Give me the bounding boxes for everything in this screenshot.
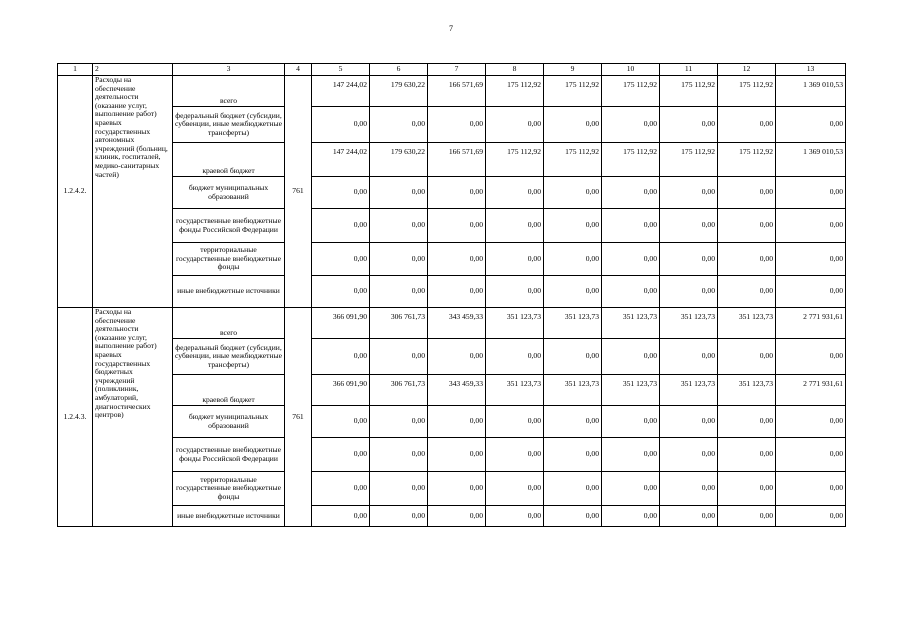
value-cell: 2 771 931,61 [776,375,846,406]
value-cell: 366 091,90 [312,375,370,406]
value-cell: 0,00 [544,209,602,243]
header-cell: 10 [602,64,660,76]
table-row [58,506,846,527]
value-cell: 0,00 [718,243,776,276]
value-cell: 0,00 [428,243,486,276]
value-cell: 351 123,73 [718,308,776,339]
value-cell: 175 112,92 [486,76,544,107]
value-cell: 0,00 [370,177,428,209]
value-cell: 0,00 [776,339,846,375]
table-row [58,406,846,438]
value-cell: 0,00 [718,406,776,438]
value-cell: 366 091,90 [312,308,370,339]
value-cell: 0,00 [312,276,370,308]
value-cell: 0,00 [544,243,602,276]
table-row [58,375,846,406]
value-cell: 0,00 [544,107,602,143]
value-cell: 0,00 [602,406,660,438]
table-row [58,339,846,375]
value-cell: 0,00 [660,438,718,472]
funding-source: иные внебюджетные источники [173,276,285,308]
value-cell: 175 112,92 [660,143,718,177]
value-cell: 0,00 [312,177,370,209]
value-cell: 0,00 [370,339,428,375]
value-cell: 0,00 [602,276,660,308]
value-cell: 0,00 [312,243,370,276]
budget-table [57,63,846,527]
table-row [58,276,846,308]
value-cell: 0,00 [486,406,544,438]
funding-source: федеральный бюджет (субсидии, субвенции, иные межбюджетные трансферты) [173,107,285,143]
value-cell: 0,00 [660,276,718,308]
value-cell: 0,00 [486,276,544,308]
value-cell: 175 112,92 [544,76,602,107]
value-cell: 0,00 [370,243,428,276]
value-cell: 1 369 010,53 [776,76,846,107]
table-row [58,143,846,177]
header-cell: 3 [173,64,285,76]
value-cell: 175 112,92 [660,76,718,107]
value-cell: 0,00 [486,472,544,506]
value-cell: 0,00 [776,243,846,276]
value-cell: 343 459,33 [428,375,486,406]
value-cell: 0,00 [486,506,544,527]
value-cell: 0,00 [718,177,776,209]
value-cell: 147 244,02 [312,143,370,177]
funding-source: бюджет муниципальных образований [173,406,285,438]
value-cell: 0,00 [544,339,602,375]
funding-source: краевой бюджет [173,143,285,177]
funding-source: федеральный бюджет (субсидии, субвенции, иные межбюджетные трансферты) [173,339,285,375]
value-cell: 0,00 [544,506,602,527]
value-cell: 0,00 [544,276,602,308]
value-cell: 0,00 [660,107,718,143]
value-cell: 0,00 [312,472,370,506]
value-cell: 175 112,92 [602,76,660,107]
value-cell: 166 571,69 [428,76,486,107]
value-cell: 351 123,73 [544,375,602,406]
value-cell: 0,00 [486,107,544,143]
value-cell: 306 761,73 [370,308,428,339]
header-cell: 5 [312,64,370,76]
value-cell: 0,00 [312,506,370,527]
value-cell: 0,00 [776,177,846,209]
value-cell: 0,00 [602,209,660,243]
expense-description: Расходы на обеспечение деятельности (оказание услуг, выполнение работ) краевых государственных бюджетных учреждений (поликлиник, амбулаторий, диагностических центров) [93,308,173,527]
value-cell: 0,00 [602,438,660,472]
funding-source: территориальные государственные внебюджетные фонды [173,243,285,276]
value-cell: 0,00 [660,209,718,243]
funding-source: территориальные государственные внебюджетные фонды [173,472,285,506]
value-cell: 351 123,73 [718,375,776,406]
value-cell: 147 244,02 [312,76,370,107]
value-cell: 351 123,73 [544,308,602,339]
value-cell: 0,00 [718,276,776,308]
value-cell: 0,00 [544,406,602,438]
value-cell: 0,00 [428,276,486,308]
table-row [58,107,846,143]
value-cell: 0,00 [370,438,428,472]
value-cell: 0,00 [428,339,486,375]
value-cell: 0,00 [718,472,776,506]
value-cell: 0,00 [776,506,846,527]
value-cell: 0,00 [486,438,544,472]
value-cell: 0,00 [428,209,486,243]
row-code: 1.2.4.2. [58,76,93,308]
value-cell: 1 369 010,53 [776,143,846,177]
funding-source: государственные внебюджетные фонды Российской Федерации [173,438,285,472]
value-cell: 0,00 [544,438,602,472]
value-cell: 0,00 [718,209,776,243]
header-cell: 1 [58,64,93,76]
header-cell: 9 [544,64,602,76]
funding-source: краевой бюджет [173,375,285,406]
funding-source: всего [173,308,285,339]
page-number: 7 [449,24,453,33]
value-cell: 0,00 [312,107,370,143]
value-cell: 0,00 [776,438,846,472]
funding-source: всего [173,76,285,107]
value-cell: 0,00 [486,339,544,375]
funding-source: иные внебюджетные источники [173,506,285,527]
value-cell: 166 571,69 [428,143,486,177]
table-row [58,243,846,276]
value-cell: 0,00 [602,243,660,276]
value-cell: 0,00 [776,107,846,143]
value-cell: 0,00 [312,209,370,243]
value-cell: 0,00 [486,209,544,243]
header-cell: 12 [718,64,776,76]
row-code: 1.2.4.3. [58,308,93,527]
value-cell: 0,00 [776,276,846,308]
value-cell: 306 761,73 [370,375,428,406]
value-cell: 175 112,92 [718,76,776,107]
expense-description: Расходы на обеспечение деятельности (оказание услуг, выполнение работ) краевых государственных автономных учреждений (больниц, клиник, госпиталей, медико-санитарных частей) [93,76,173,308]
header-row [58,64,846,76]
grbs-code: 761 [285,308,312,527]
table-row [58,209,846,243]
header-cell: 2 [93,64,173,76]
value-cell: 0,00 [370,209,428,243]
value-cell: 351 123,73 [486,308,544,339]
value-cell: 0,00 [428,438,486,472]
value-cell: 175 112,92 [718,143,776,177]
funding-source: бюджет муниципальных образований [173,177,285,209]
value-cell: 0,00 [602,107,660,143]
value-cell: 0,00 [660,243,718,276]
value-cell: 0,00 [428,472,486,506]
value-cell: 0,00 [602,506,660,527]
header-cell: 13 [776,64,846,76]
value-cell: 0,00 [544,177,602,209]
value-cell: 351 123,73 [602,375,660,406]
value-cell: 351 123,73 [660,308,718,339]
value-cell: 0,00 [370,107,428,143]
value-cell: 0,00 [776,472,846,506]
value-cell: 0,00 [660,472,718,506]
table-row [58,76,846,107]
value-cell: 0,00 [428,506,486,527]
value-cell: 351 123,73 [660,375,718,406]
funding-source: государственные внебюджетные фонды Российской Федерации [173,209,285,243]
table-row [58,438,846,472]
value-cell: 351 123,73 [602,308,660,339]
value-cell: 0,00 [486,243,544,276]
table-row [58,177,846,209]
value-cell: 0,00 [718,438,776,472]
value-cell: 175 112,92 [544,143,602,177]
value-cell: 0,00 [428,406,486,438]
value-cell: 175 112,92 [486,143,544,177]
value-cell: 0,00 [660,506,718,527]
value-cell: 0,00 [718,339,776,375]
value-cell: 343 459,33 [428,308,486,339]
value-cell: 0,00 [370,506,428,527]
value-cell: 0,00 [370,472,428,506]
value-cell: 0,00 [602,177,660,209]
value-cell: 0,00 [428,177,486,209]
value-cell: 0,00 [660,177,718,209]
value-cell: 0,00 [312,406,370,438]
header-cell: 7 [428,64,486,76]
value-cell: 0,00 [370,276,428,308]
value-cell: 175 112,92 [602,143,660,177]
header-cell: 4 [285,64,312,76]
grbs-code: 761 [285,76,312,308]
value-cell: 0,00 [718,506,776,527]
value-cell: 0,00 [370,406,428,438]
header-cell: 11 [660,64,718,76]
value-cell: 0,00 [312,438,370,472]
header-cell: 8 [486,64,544,76]
table-row [58,308,846,339]
value-cell: 0,00 [776,406,846,438]
value-cell: 0,00 [486,177,544,209]
value-cell: 0,00 [660,339,718,375]
value-cell: 0,00 [602,472,660,506]
value-cell: 0,00 [312,339,370,375]
value-cell: 0,00 [428,107,486,143]
value-cell: 0,00 [602,339,660,375]
value-cell: 0,00 [544,472,602,506]
value-cell: 0,00 [660,406,718,438]
value-cell: 179 630,22 [370,76,428,107]
value-cell: 179 630,22 [370,143,428,177]
header-cell: 6 [370,64,428,76]
value-cell: 0,00 [718,107,776,143]
table-row [58,472,846,506]
value-cell: 2 771 931,61 [776,308,846,339]
value-cell: 0,00 [776,209,846,243]
value-cell: 351 123,73 [486,375,544,406]
